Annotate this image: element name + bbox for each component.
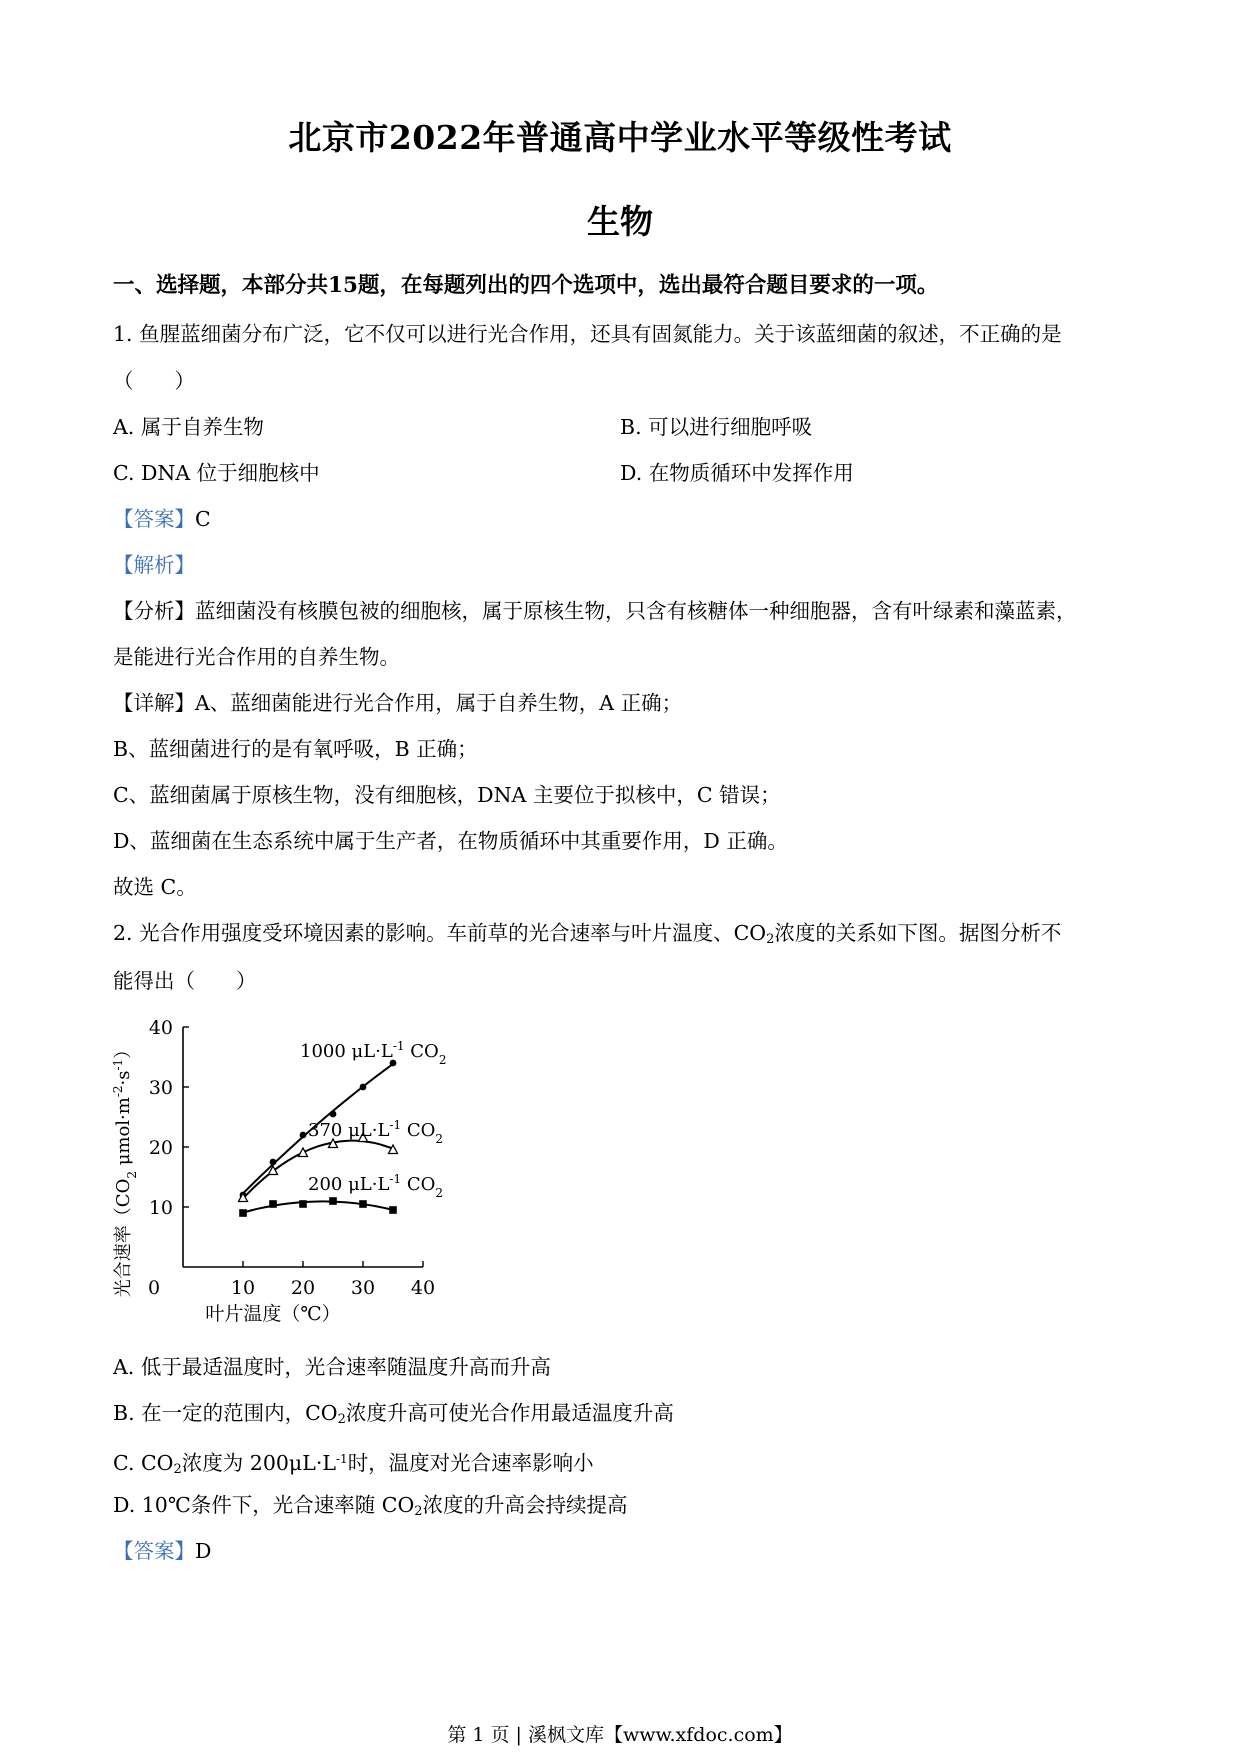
y-tick-label: 30 (148, 1077, 173, 1099)
q2-opt-b-post: 浓度升高可使光合作用最适温度升高 (345, 1401, 674, 1425)
q1-stem-line2: （ ） (113, 369, 195, 393)
q1-answer-line (113, 505, 211, 533)
page-footer: 第 1 页 | 溪枫文库【www.xfdoc.com】 (447, 1724, 793, 1746)
x-tick-label: 0 (147, 1277, 161, 1299)
data-point-square (299, 1200, 307, 1208)
q1-detail-3: C、蓝细菌属于原核生物，没有细胞核，DNA 主要位于拟核中，C 错误； (113, 783, 781, 807)
section-heading: 一、选择题，本部分共15题，在每题列出的四个选项中，选出最符合题目要求的一项。 (113, 273, 939, 298)
y-tick-label: 10 (148, 1197, 173, 1219)
q2-opt-d-sub: 2 (414, 1504, 423, 1519)
q2-option-d (113, 1491, 628, 1526)
data-point-circle (270, 1159, 277, 1166)
q2-opt-c-sub: 2 (173, 1462, 182, 1477)
y-tick-label: 40 (148, 1017, 173, 1039)
q1-answer: C (195, 507, 211, 531)
series-line-3 (243, 1201, 393, 1212)
q1-conclusion: 故选 C。 (113, 875, 197, 899)
q1-detail-4: D、蓝细菌在生态系统中属于生产者，在物质循环中其重要作用，D 正确。 (113, 829, 788, 853)
y-tick-label: 20 (148, 1137, 173, 1159)
data-point-circle (360, 1084, 367, 1091)
q1-option-c: C. DNA 位于细胞核中 (113, 461, 320, 485)
q1-analysis-tag: 【解析】 (113, 553, 195, 577)
data-point-square (329, 1197, 337, 1205)
q2-opt-c-mid: 浓度为 200μL·L (181, 1451, 336, 1475)
q1-fenxi-line1: 【分析】蓝细菌没有核膜包被的细胞核，属于原核生物，只含有核糖体一种细胞器，含有叶绿素和藻蓝素， (113, 599, 1077, 623)
photosynthesis-chart (110, 1015, 510, 1330)
q2-option-b (113, 1399, 674, 1434)
q2-stem-sub: 2 (766, 932, 775, 947)
q1-option-a: A. 属于自养生物 (113, 415, 264, 439)
q2-stem-line1 (113, 919, 1061, 954)
data-point-triangle (299, 1148, 308, 1157)
q1-stem-line1: 1. 鱼腥蓝细菌分布广泛，它不仅可以进行光合作用，还具有固氮能力。关于该蓝细菌的叙述，不正确的是 (113, 322, 1062, 346)
q1-detail-1: 【详解】A、蓝细菌能进行光合作用，属于自养生物，A 正确； (113, 691, 683, 715)
exam-title: 北京市2022年普通高中学业水平等级性考试 (288, 118, 952, 157)
q2-opt-b-sub: 2 (337, 1412, 346, 1427)
answer-tag: 【答案】 (113, 507, 195, 531)
q2-stem-part-a: 2. 光合作用强度受环境因素的影响。车前草的光合速率与叶片温度、CO (113, 921, 767, 945)
q2-option-c (113, 1445, 594, 1484)
q1-fenxi-line2: 是能进行光合作用的自养生物。 (113, 645, 400, 669)
data-point-square (389, 1206, 397, 1214)
q1-detail-2: B、蓝细菌进行的是有氧呼吸，B 正确； (113, 737, 478, 761)
x-tick-label: 10 (230, 1277, 256, 1299)
q2-option-a: A. 低于最适温度时，光合速率随温度升高而升高 (113, 1355, 551, 1379)
q2-opt-b-pre: B. 在一定的范围内，CO (113, 1401, 338, 1425)
series-label-3: 200 $\mu L\cdot L^{-1}$ $CO_2$ (308, 1172, 444, 1200)
q2-opt-d-post: 浓度的升高会持续提高 (422, 1493, 628, 1517)
q2-answer-line (113, 1537, 211, 1565)
x-axis-label: 叶片温度（℃） (205, 1303, 341, 1325)
q2-opt-d-pre: D. 10℃条件下，光合速率随 CO (113, 1493, 415, 1517)
x-tick-label: 40 (410, 1277, 436, 1299)
q2-opt-c-post: 时，温度对光合速率影响小 (347, 1451, 594, 1475)
series-label-1: 1000 $\mu L\cdot L^{-1}$ $CO_2$ (300, 1039, 447, 1067)
y-axis-label: 光合速率（$CO_2$ $\mu mol\cdot m^{-2}\cdot s^{-1}$） (111, 1040, 139, 1298)
answer-tag: 【答案】 (113, 1539, 195, 1563)
data-point-square (269, 1200, 277, 1208)
q2-opt-c-pre: C. CO (113, 1451, 174, 1475)
x-tick-label: 20 (290, 1277, 316, 1299)
data-point-circle (330, 1111, 337, 1118)
x-tick-label: 30 (350, 1277, 376, 1299)
data-point-circle (300, 1132, 307, 1139)
q2-answer: D (195, 1539, 212, 1563)
q2-stem-line2: 能得出（ ） (113, 969, 257, 993)
series-label-2: 370 $\mu L\cdot L^{-1}$ $CO_2$ (308, 1118, 444, 1146)
data-point-square (359, 1200, 367, 1208)
q2-stem-part-b: 浓度的关系如下图。据图分析不 (774, 921, 1062, 945)
subject-title: 生物 (587, 202, 653, 241)
q1-option-d: D. 在物质循环中发挥作用 (620, 461, 854, 485)
data-point-triangle (389, 1145, 398, 1154)
q2-opt-c-sup: -1 (335, 1452, 348, 1466)
q1-option-b: B. 可以进行细胞呼吸 (620, 415, 813, 439)
data-point-square (239, 1209, 247, 1217)
